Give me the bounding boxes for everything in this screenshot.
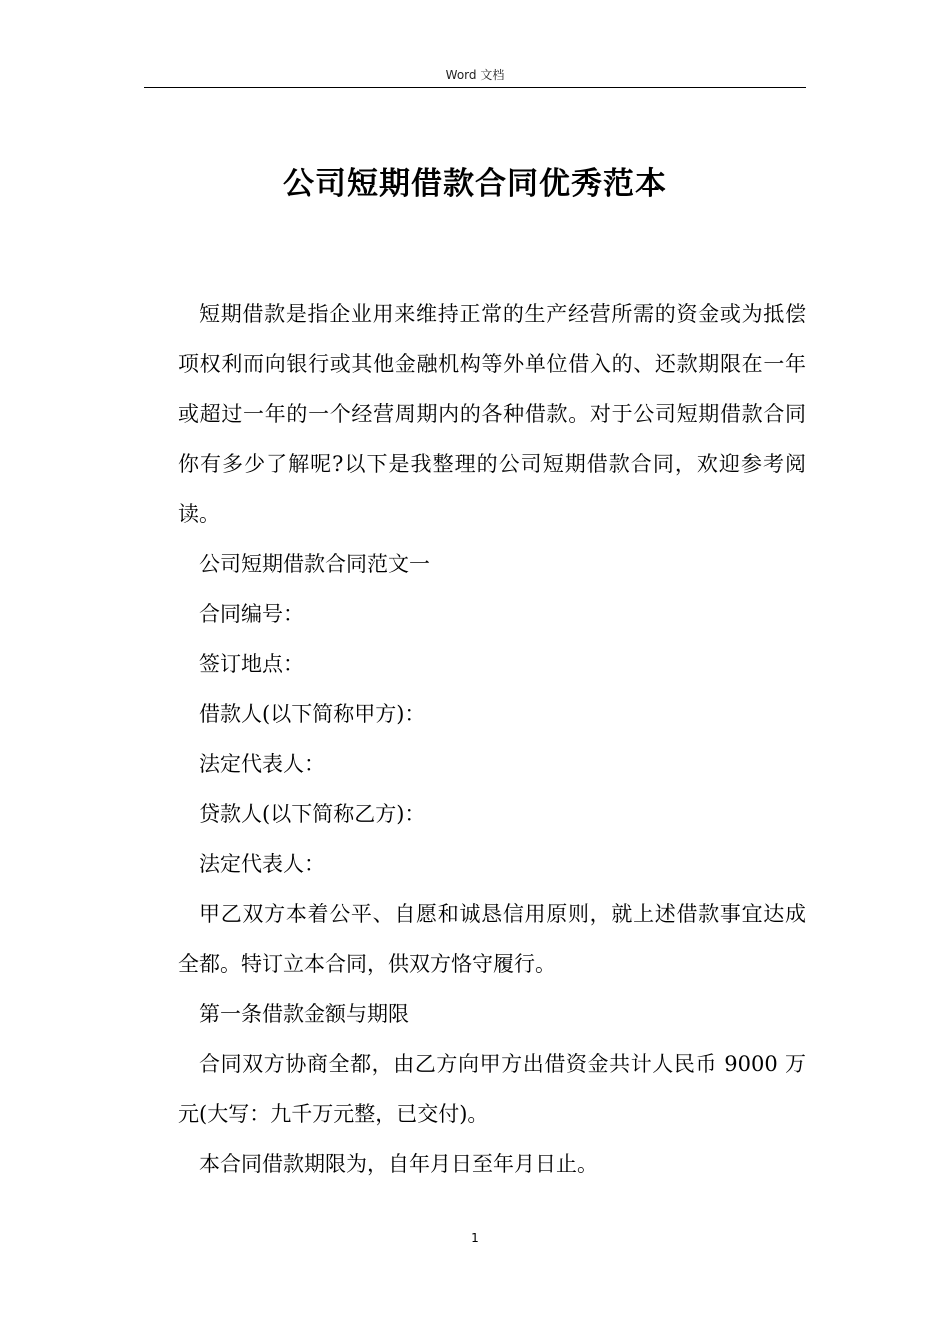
paragraph-borrower-representative: 法定代表人：: [199, 752, 325, 776]
document-title: 公司短期借款合同优秀范本: [283, 166, 667, 202]
paragraph-lender: 贷款人(以下简称乙方)：: [199, 802, 426, 826]
paragraph-section-heading: 公司短期借款合同范文一: [199, 552, 430, 576]
paragraph-intro: 短期借款是指企业用来维持正常的生产经营所需的资金或为抵偿项权利而向银行或其他金融机构等外单位借入的、还款期限在一年或超过一年的一个经营周期内的各种借款。对于公司短期借款合同你有多少了解呢?以下是我整理的公司短期借款合同，欢迎参考阅读。: [178, 302, 806, 526]
document-body: [178, 289, 806, 1189]
header-divider: [144, 87, 806, 88]
page-number: 1: [471, 1231, 479, 1245]
paragraph-principles: 甲乙双方本着公平、自愿和诚恳信用原则，就上述借款事宜达成全都。特订立本合同，供双方恪守履行。: [178, 902, 806, 976]
paragraph-borrower: 借款人(以下简称甲方)：: [199, 702, 426, 726]
paragraph-loan-amount: 合同双方协商全都，由乙方向甲方出借资金共计人民币 9000 万元(大写：九千万元整，已交付)。: [178, 1052, 806, 1126]
paragraph-contract-number: 合同编号：: [199, 602, 304, 626]
paragraph-signing-place: 签订地点：: [199, 652, 304, 676]
paragraph-loan-term: 本合同借款期限为，自年月日至年月日止。: [199, 1152, 598, 1176]
paragraph-article-one-heading: 第一条借款金额与期限: [199, 1002, 409, 1026]
page-header-label: Word 文档: [445, 68, 505, 82]
paragraph-lender-representative: 法定代表人：: [199, 852, 325, 876]
